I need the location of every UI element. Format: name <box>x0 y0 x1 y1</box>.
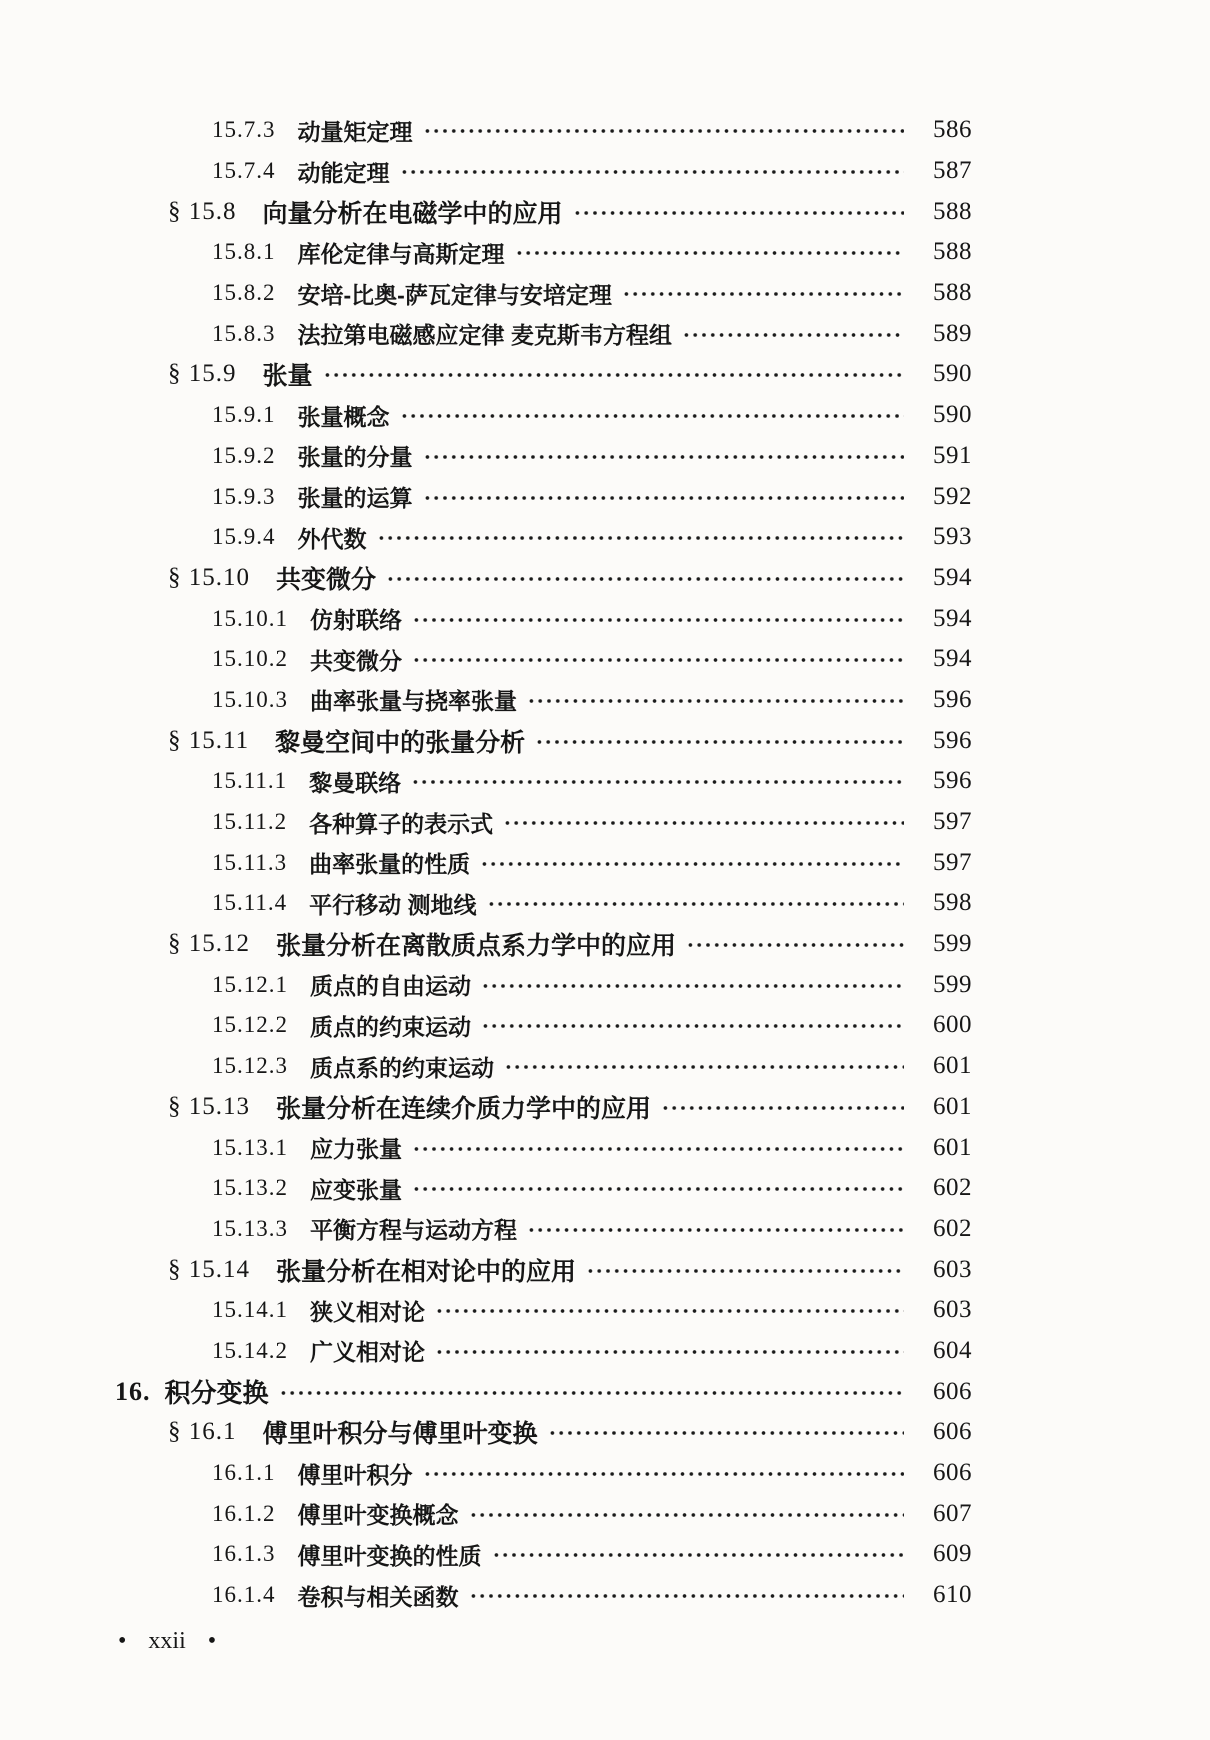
entry-number: 16.1.3 <box>212 1541 276 1567</box>
dot-leader <box>386 572 904 586</box>
entry-title: 平行移动 测地线 <box>309 891 477 918</box>
entry-number: 15.9.2 <box>212 442 276 468</box>
toc-entry <box>0 1087 1210 1128</box>
toc-entry <box>0 1412 1210 1453</box>
entry-title: 质点系的约束运动 <box>310 1054 494 1081</box>
entry-page-number: 596 <box>933 726 972 754</box>
entry-title: 卷积与相关函数 <box>297 1583 459 1610</box>
entry-number: 15.10.1 <box>212 605 288 631</box>
entry-number: 15.8.3 <box>212 320 276 346</box>
entry-title: 各种算子的表示式 <box>309 810 494 837</box>
entry-number: 15.13.3 <box>212 1215 288 1241</box>
dot-leader <box>686 938 904 952</box>
page-folio: • xxii • <box>118 1628 217 1655</box>
toc-entry <box>0 1371 1210 1412</box>
entry-title: 张量 <box>262 362 313 391</box>
entry-title: 积分变换 <box>164 1378 269 1409</box>
toc-entry <box>0 232 1210 273</box>
dot-leader <box>435 1304 904 1318</box>
toc-entry <box>0 110 1210 151</box>
entry-title: 傅里叶变换的性质 <box>297 1542 482 1569</box>
entry-number: § 15.14 <box>168 1255 250 1283</box>
entry-number: 15.11.3 <box>212 849 288 875</box>
entry-title: 张量分析在相对论中的应用 <box>276 1257 577 1286</box>
entry-page-number: 589 <box>933 319 972 347</box>
toc-entry <box>0 883 1210 924</box>
entry-number: 15.12.2 <box>212 1012 288 1038</box>
dot-leader <box>400 165 905 179</box>
entry-page-number: 594 <box>933 563 972 591</box>
toc-entry <box>0 1046 1210 1087</box>
entry-page-number: 602 <box>933 1214 972 1242</box>
dot-leader <box>504 1060 904 1074</box>
dot-leader <box>377 531 905 545</box>
entry-page-number: 588 <box>933 279 972 307</box>
entry-page-number: 594 <box>933 645 972 673</box>
dot-leader <box>487 897 904 911</box>
entry-title: 傅里叶积分与傅里叶变换 <box>262 1420 538 1449</box>
entry-title: 张量的运算 <box>297 485 413 512</box>
entry-number: 15.14.1 <box>212 1297 288 1323</box>
entry-title: 动量矩定理 <box>297 118 413 145</box>
dot-leader <box>323 368 904 382</box>
toc-entry <box>0 1453 1210 1494</box>
entry-number: 16. <box>115 1376 151 1406</box>
dot-leader <box>527 694 904 708</box>
entry-page-number: 593 <box>933 523 972 551</box>
toc-entry <box>0 842 1210 883</box>
entry-title: 平衡方程与运动方程 <box>310 1217 517 1244</box>
entry-page-number: 597 <box>933 848 972 876</box>
entry-page-number: 590 <box>933 360 972 388</box>
entry-title: 外代数 <box>297 525 367 552</box>
entry-title: 动能定理 <box>297 159 390 186</box>
toc-list <box>0 110 1210 1615</box>
dot-leader <box>515 246 905 260</box>
dot-leader <box>573 206 904 220</box>
entry-number: 15.11.1 <box>212 768 288 794</box>
dot-leader <box>435 1345 904 1359</box>
entry-page-number: 594 <box>933 604 972 632</box>
entry-page-number: 597 <box>933 808 972 836</box>
entry-page-number: 610 <box>933 1581 972 1609</box>
entry-page-number: 586 <box>933 116 972 144</box>
entry-number: 16.1.2 <box>212 1500 276 1526</box>
entry-title: 张量的分量 <box>297 444 413 471</box>
entry-title: 库伦定律与高斯定理 <box>297 240 505 267</box>
entry-number: 15.9.1 <box>212 402 276 428</box>
dot-leader <box>412 613 904 627</box>
entry-number: 15.10.3 <box>212 686 288 712</box>
dot-leader <box>535 735 904 749</box>
entry-number: § 16.1 <box>168 1418 237 1446</box>
toc-entry <box>0 354 1210 395</box>
toc-entry <box>0 802 1210 843</box>
entry-title: 共变微分 <box>276 565 377 594</box>
entry-number: 15.7.4 <box>212 158 276 184</box>
entry-number: 16.1.4 <box>212 1582 276 1608</box>
entry-title: 傅里叶积分 <box>297 1461 413 1488</box>
dot-leader <box>586 1264 904 1278</box>
entry-title: 安培-比奥-萨瓦定律与安培定理 <box>297 281 612 308</box>
entry-title: 曲率张量与挠率张量 <box>310 688 517 715</box>
entry-number: 15.12.1 <box>212 971 288 997</box>
toc-entry <box>0 1331 1210 1372</box>
entry-number: 15.9.3 <box>212 483 276 509</box>
dot-leader <box>411 775 904 789</box>
entry-number: § 15.8 <box>168 197 237 225</box>
entry-title: 向量分析在电磁学中的应用 <box>262 199 563 228</box>
toc-entry <box>0 720 1210 761</box>
entry-page-number: 587 <box>933 157 972 185</box>
dot-leader <box>423 124 905 138</box>
toc-entry <box>0 924 1210 965</box>
entry-number: 15.13.2 <box>212 1175 288 1201</box>
entry-page-number: 601 <box>933 1133 972 1161</box>
entry-page-number: 603 <box>933 1255 972 1283</box>
entry-page-number: 596 <box>933 767 972 795</box>
entry-page-number: 602 <box>933 1174 972 1202</box>
entry-page-number: 588 <box>933 197 972 225</box>
toc-entry <box>0 476 1210 517</box>
entry-page-number: 604 <box>933 1336 972 1364</box>
entry-page-number: 599 <box>933 930 972 958</box>
entry-number: 15.7.3 <box>212 117 276 143</box>
entry-page-number: 601 <box>933 1092 972 1120</box>
dot-leader <box>400 409 905 423</box>
entry-page-number: 603 <box>933 1296 972 1324</box>
entry-number: § 15.10 <box>168 563 250 591</box>
toc-entry <box>0 1168 1210 1209</box>
toc-entry <box>0 1005 1210 1046</box>
entry-title: 应变张量 <box>310 1176 402 1203</box>
entry-page-number: 591 <box>933 441 972 469</box>
toc-entry <box>0 273 1210 314</box>
entry-title: 质点的约束运动 <box>310 1013 471 1040</box>
entry-title: 共变微分 <box>310 647 402 674</box>
toc-entry <box>0 1127 1210 1168</box>
dot-leader <box>279 1386 904 1400</box>
entry-title: 质点的自由运动 <box>310 973 471 1000</box>
entry-number: 16.1.1 <box>212 1460 276 1486</box>
entry-number: 15.12.3 <box>212 1053 288 1079</box>
dot-leader <box>412 1142 904 1156</box>
toc-entry <box>0 964 1210 1005</box>
toc-entry <box>0 395 1210 436</box>
dot-leader <box>503 816 904 830</box>
dot-leader <box>548 1426 904 1440</box>
entry-page-number: 606 <box>933 1459 972 1487</box>
toc-entry <box>0 313 1210 354</box>
entry-page-number: 592 <box>933 482 972 510</box>
dot-leader <box>423 1467 905 1481</box>
dot-leader <box>481 1019 904 1033</box>
dot-leader <box>492 1548 905 1562</box>
entry-page-number: 588 <box>933 238 972 266</box>
dot-leader <box>423 491 905 505</box>
dot-leader <box>412 1182 904 1196</box>
toc-entry <box>0 639 1210 680</box>
entry-title: 广义相对论 <box>310 1339 425 1366</box>
dot-leader <box>527 1223 904 1237</box>
toc-entry <box>0 680 1210 721</box>
toc-entry <box>0 761 1210 802</box>
entry-number: 15.8.2 <box>212 280 276 306</box>
toc-entry <box>0 1575 1210 1616</box>
entry-number: 15.11.4 <box>212 890 288 916</box>
dot-leader <box>480 857 904 871</box>
entry-number: 15.14.2 <box>212 1337 288 1363</box>
entry-title: 法拉第电磁感应定律 麦克斯韦方程组 <box>297 322 672 349</box>
entry-page-number: 590 <box>933 401 972 429</box>
dot-leader <box>481 979 904 993</box>
toc-entry <box>0 191 1210 232</box>
entry-title: 张量概念 <box>297 403 390 430</box>
dot-leader <box>412 653 904 667</box>
entry-title: 曲率张量的性质 <box>309 851 471 878</box>
entry-number: 15.11.2 <box>212 809 288 835</box>
toc-entry <box>0 558 1210 599</box>
entry-page-number: 598 <box>933 889 972 917</box>
entry-page-number: 596 <box>933 685 972 713</box>
entry-number: 15.10.2 <box>212 646 288 672</box>
dot-leader <box>423 450 905 464</box>
toc-entry <box>0 1493 1210 1534</box>
dot-leader <box>469 1508 905 1522</box>
entry-title: 仿射联络 <box>310 607 402 634</box>
dot-leader <box>661 1101 904 1115</box>
entry-page-number: 606 <box>933 1418 972 1446</box>
entry-page-number: 606 <box>933 1377 972 1405</box>
entry-number: § 15.12 <box>168 930 250 958</box>
entry-page-number: 601 <box>933 1052 972 1080</box>
toc-entry <box>0 1209 1210 1250</box>
toc-entry <box>0 598 1210 639</box>
dot-leader <box>622 287 904 301</box>
entry-number: 15.8.1 <box>212 239 276 265</box>
entry-page-number: 609 <box>933 1540 972 1568</box>
toc-entry <box>0 517 1210 558</box>
toc-entry <box>0 436 1210 477</box>
entry-number: 15.13.1 <box>212 1134 288 1160</box>
dot-leader <box>469 1589 905 1603</box>
entry-number: § 15.11 <box>168 726 250 754</box>
toc-entry <box>0 1534 1210 1575</box>
entry-title: 黎曼空间中的张量分析 <box>275 728 526 757</box>
entry-title: 傅里叶变换概念 <box>297 1502 459 1529</box>
toc-entry <box>0 1249 1210 1290</box>
entry-title: 张量分析在离散质点系力学中的应用 <box>276 932 677 961</box>
entry-number: 15.9.4 <box>212 524 276 550</box>
toc-entry <box>0 151 1210 192</box>
toc-entry <box>0 1290 1210 1331</box>
entry-title: 张量分析在连续介质力学中的应用 <box>276 1094 652 1123</box>
entry-number: § 15.13 <box>168 1092 250 1120</box>
entry-title: 应力张量 <box>310 1136 402 1163</box>
entry-title: 黎曼联络 <box>309 769 402 796</box>
entry-page-number: 607 <box>933 1499 972 1527</box>
entry-page-number: 599 <box>933 970 972 998</box>
entry-title: 狭义相对论 <box>310 1298 425 1325</box>
entry-page-number: 600 <box>933 1011 972 1039</box>
dot-leader <box>682 328 904 342</box>
entry-number: § 15.9 <box>168 360 237 388</box>
